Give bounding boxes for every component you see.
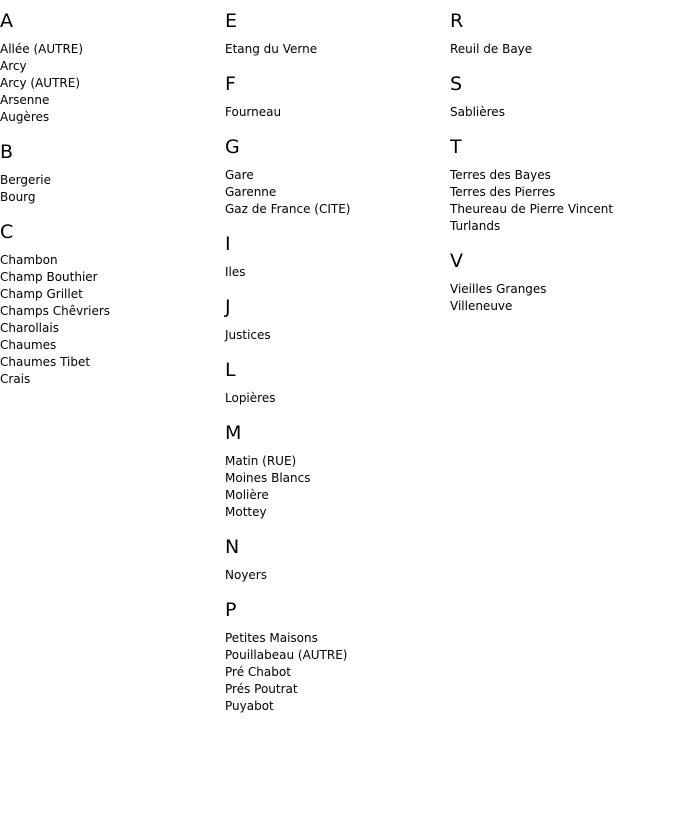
street-list — [225, 167, 445, 218]
street-link[interactable]: Puyabot — [225, 699, 274, 713]
letter-group-a — [0, 10, 220, 126]
letter-heading: J — [225, 296, 231, 318]
street-list — [225, 630, 445, 715]
street-list — [225, 264, 445, 281]
street-link[interactable]: Champ Grillet — [0, 287, 83, 301]
street-link[interactable]: Chaumes — [0, 338, 57, 352]
street-list — [450, 167, 670, 235]
letter-heading: P — [225, 599, 237, 621]
street-link[interactable]: Chaumes Tibet — [0, 355, 91, 369]
street-link[interactable]: Noyers — [225, 568, 267, 582]
street-list — [450, 41, 670, 58]
letter-heading: R — [450, 10, 464, 32]
street-list — [450, 281, 670, 315]
street-link[interactable]: Reuil de Baye — [450, 42, 533, 56]
street-link[interactable]: Molière — [225, 488, 269, 502]
street-link[interactable]: Mottey — [225, 505, 267, 519]
street-link[interactable]: Matin (RUE) — [225, 454, 297, 468]
street-link[interactable]: Champs Chêvriers — [0, 304, 111, 318]
letter-group-j — [225, 296, 445, 344]
street-link[interactable]: Theureau de Pierre Vincent — [450, 202, 614, 216]
letter-group-f — [225, 73, 445, 121]
letter-group-l — [225, 359, 445, 407]
letter-group-r — [450, 10, 670, 58]
street-link[interactable]: Petites Maisons — [225, 631, 318, 645]
street-link[interactable]: Champ Bouthier — [0, 270, 98, 284]
street-link[interactable]: Arcy — [0, 59, 27, 73]
letter-group-i — [225, 233, 445, 281]
street-link[interactable]: Vieilles Granges — [450, 282, 547, 296]
street-link[interactable]: Fourneau — [225, 105, 282, 119]
letter-group-v — [450, 250, 670, 315]
street-link[interactable]: Augères — [0, 110, 50, 124]
index-column-2 — [225, 10, 445, 730]
street-link[interactable]: Garenne — [225, 185, 277, 199]
letter-heading: V — [450, 250, 463, 272]
index-column-3 — [450, 10, 670, 330]
letter-heading: C — [0, 221, 14, 243]
street-link[interactable]: Gare — [225, 168, 254, 182]
street-link[interactable]: Arsenne — [0, 93, 50, 107]
street-list — [225, 567, 445, 584]
street-link[interactable]: Pouillabeau (AUTRE) — [225, 648, 348, 662]
street-list — [225, 41, 445, 58]
street-link[interactable]: Turlands — [450, 219, 501, 233]
street-list — [225, 453, 445, 521]
street-link[interactable]: Sablières — [450, 105, 505, 119]
letter-group-b — [0, 141, 220, 206]
letter-group-p — [225, 599, 445, 715]
street-link[interactable]: Pré Chabot — [225, 665, 291, 679]
letter-heading: A — [0, 10, 13, 32]
street-link[interactable]: Chambon — [0, 253, 58, 267]
street-link[interactable]: Etang du Verne — [225, 42, 318, 56]
letter-heading: L — [225, 359, 236, 381]
letter-group-s — [450, 73, 670, 121]
letter-heading: F — [225, 73, 236, 95]
street-list — [225, 390, 445, 407]
street-link[interactable]: Gaz de France (CITE) — [225, 202, 351, 216]
letter-group-c — [0, 221, 220, 388]
street-link[interactable]: Villeneuve — [450, 299, 513, 313]
letter-group-t — [450, 136, 670, 235]
letter-heading: G — [225, 136, 240, 158]
letter-heading: N — [225, 536, 240, 558]
letter-group-g — [225, 136, 445, 218]
street-link[interactable]: Charollais — [0, 321, 59, 335]
street-link[interactable]: Crais — [0, 372, 31, 386]
street-link[interactable]: Bourg — [0, 190, 36, 204]
street-link[interactable]: Terres des Pierres — [450, 185, 556, 199]
street-link[interactable]: Bergerie — [0, 173, 51, 187]
street-list — [225, 104, 445, 121]
letter-heading: S — [450, 73, 463, 95]
street-link[interactable]: Lopières — [225, 391, 276, 405]
letter-heading: I — [225, 233, 231, 255]
street-link[interactable]: Justices — [225, 328, 271, 342]
letter-group-n — [225, 536, 445, 584]
letter-heading: B — [0, 141, 14, 163]
street-list — [0, 41, 220, 126]
letter-group-m — [225, 422, 445, 521]
index-column-1 — [0, 10, 220, 403]
street-list — [225, 327, 445, 344]
letter-heading: M — [225, 422, 242, 444]
street-link[interactable]: Allée (AUTRE) — [0, 42, 84, 56]
street-link[interactable]: Terres des Bayes — [450, 168, 551, 182]
street-link[interactable]: Prés Poutrat — [225, 682, 298, 696]
letter-group-e — [225, 10, 445, 58]
street-link[interactable]: Arcy (AUTRE) — [0, 76, 80, 90]
street-list — [0, 172, 220, 206]
letter-heading: T — [450, 136, 462, 158]
street-list — [450, 104, 670, 121]
street-list — [0, 252, 220, 388]
letter-heading: E — [225, 10, 238, 32]
street-link[interactable]: Iles — [225, 265, 246, 279]
street-link[interactable]: Moines Blancs — [225, 471, 311, 485]
